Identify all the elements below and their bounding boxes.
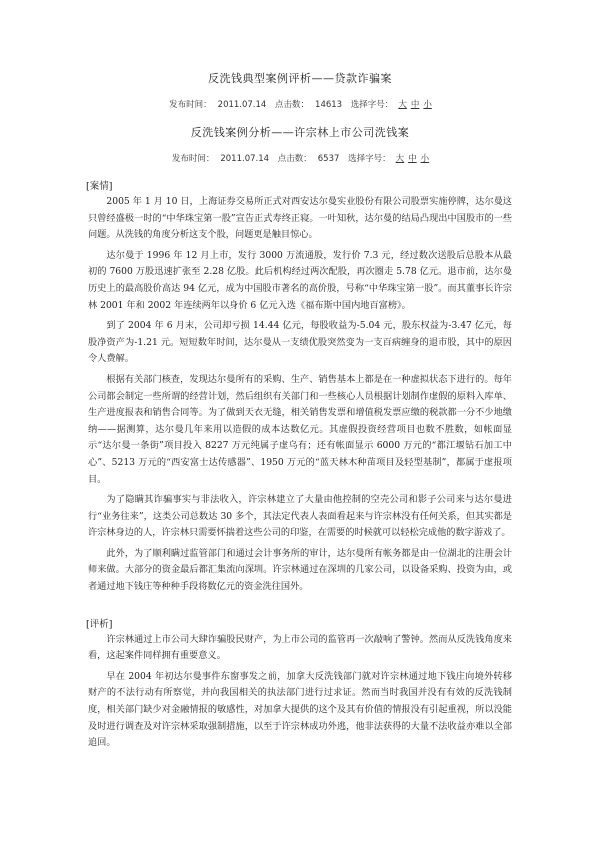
comment-label: [评析] (86, 618, 113, 630)
article1-views-label: 点击数： (275, 100, 310, 110)
article2-meta (88, 152, 512, 164)
case-paragraph: 此外，为了顺利瞒过监管部门和通过会计事务所的审计，达尔曼所有帐务都是由一位湖北的注册会计师来做。大部分的资金最后都汇集流向深圳。许宗林通过在深圳的几家公司，以设备采购、投资为由，或者通过地下钱庄等种种手段将数亿元的资金洗往国外。 (88, 547, 512, 593)
case-paragraph: 为了隐瞒其诈骗事实与非法收入，许宗林建立了大量由他控制的空壳公司和影子公司来与达尔曼进行“业务往来”，这类公司总数达 30 多个，其法定代表人表面看起来与许宗林没有任何关系，但其实都是许宗林身边的人，许宗林只需要怀揣着这些公司的印鉴，在需要的时候就可以轻松完成他的数字游戏了。 (88, 494, 512, 539)
article1-title: 反洗钱典型案例评析——贷款诈骗案 (208, 72, 392, 85)
font-size-medium-link[interactable]: 中 (408, 154, 417, 164)
article1-published-date: 2011.07.14 (217, 100, 267, 110)
article1-meta (88, 98, 512, 110)
article2-font-label: 选择字号： (348, 154, 391, 164)
font-size-medium-link[interactable]: 中 (410, 100, 420, 110)
comment-paragraph: 早在 2004 年初达尔曼事件东窗事发之前，加拿大反洗钱部门就对许宗林通过地下钱庄向境外转移财产的不法行动有所察觉，并向我国相关的执法部门进行过求证。然而当时我国并没有有效的反洗钱制度，相关部门缺少对金融情报的敏感性，对加拿大提供的这个及其有价值的情报没有引起重视，所以没能及时进行调查及对许宗林采取强制措施，以至于许宗林成功外逃，他非法获得的大量不法收益亦难以全部追回。 (88, 670, 512, 749)
case-paragraph: 达尔曼于 1996 年 12 月上市，发行 3000 万流通股，发行价 7.3 元，经过数次送股后总股本从最初的 7600 万股迅速扩张至 2.28 亿股。此后机构经过两次配股，再次圈走 5.78 亿元。退市前，达尔曼历史上的最高股价高达 94 亿元，成为中国股市著名的高价股，号称“中华珠宝第一股”。而其董事长许宗林 2001 年和 2002 年连续两年以身价 6 亿元入选《福布斯中国内地百富榜》。 (88, 249, 512, 311)
article2-published-label: 发布时间： (171, 154, 215, 164)
case-paragraph: 2005 年 1 月 10 日，上海证券交易所正式对西安达尔曼实业股份有限公司股票实施停牌，达尔曼这只曾经盛极一时的“中华珠宝第一股”宣告正式寿终正寝。一叶知秋，达尔曼的结局凸现出中国股市的一些问题。从洗钱的角度分析这支个股，问题更是触目惊心。 (88, 196, 512, 241)
section-gap (88, 600, 512, 612)
article2-views: 6537 (317, 154, 340, 164)
article2-views-label: 点击数： (277, 154, 312, 164)
article1-font-label: 选择字号： (350, 100, 394, 110)
font-size-large-link[interactable]: 大 (398, 100, 407, 110)
font-size-small-link[interactable]: 小 (420, 154, 430, 164)
font-size-large-link[interactable]: 大 (395, 154, 405, 164)
case-paragraph: 到了 2004 年 6 月末，公司却亏损 14.44 亿元，每股收益为-5.04 元，股东权益为-3.47 亿元，每股净资产为-1.21 元。短短数年时间，达尔曼从一支绩优股突然变为一支百病缠身的退市股，其中的原因令人费解。 (88, 320, 512, 365)
article1-views: 14613 (315, 100, 343, 110)
article1-published-label: 发布时间： (169, 100, 212, 110)
article2-header (88, 124, 512, 164)
font-size-small-link[interactable]: 小 (423, 100, 432, 110)
article2-title: 反洗钱案例分析——许宗林上市公司洗钱案 (190, 126, 410, 139)
article1-header (88, 70, 512, 110)
case-section (88, 178, 512, 596)
article2-published-date: 2011.07.14 (220, 154, 270, 164)
comment-paragraph: 许宗林通过上市公司大肆诈骗股民财产，为上市公司的监管再一次敲响了警钟。然而从反洗钱角度来看，这起案件同样拥有重要意义。 (88, 633, 512, 662)
case-label: [案情] (86, 181, 113, 192)
comment-section (88, 616, 512, 752)
case-paragraph: 根据有关部门核查，发现达尔曼所有的采购、生产、销售基本上都是在一种虚拟状态下进行的。每年公司都会制定一些所谓的经营计划，然后组织有关部门和一些核心人员根据计划制作虚假的原料入库单、生产进度报表和销售合同等。为了做到天衣无缝，相关销售发票和增值税发票应缴的税款都一分不少地缴纳——据测算，达尔曼几年来用以造假的成本达数亿元。其虚假投资经营项目也数不胜数，如帐面显示“达尔曼一条街”项目投入 8227 万元纯属子虚乌有；还有帐面显示 6000 万元的“都江堰钻石加工中心”、5213 万元的“西安富士达传感器”、1950 万元的“蓝天林木种苗项目及轻型基制”，都属于虚报项目。 (88, 373, 512, 485)
